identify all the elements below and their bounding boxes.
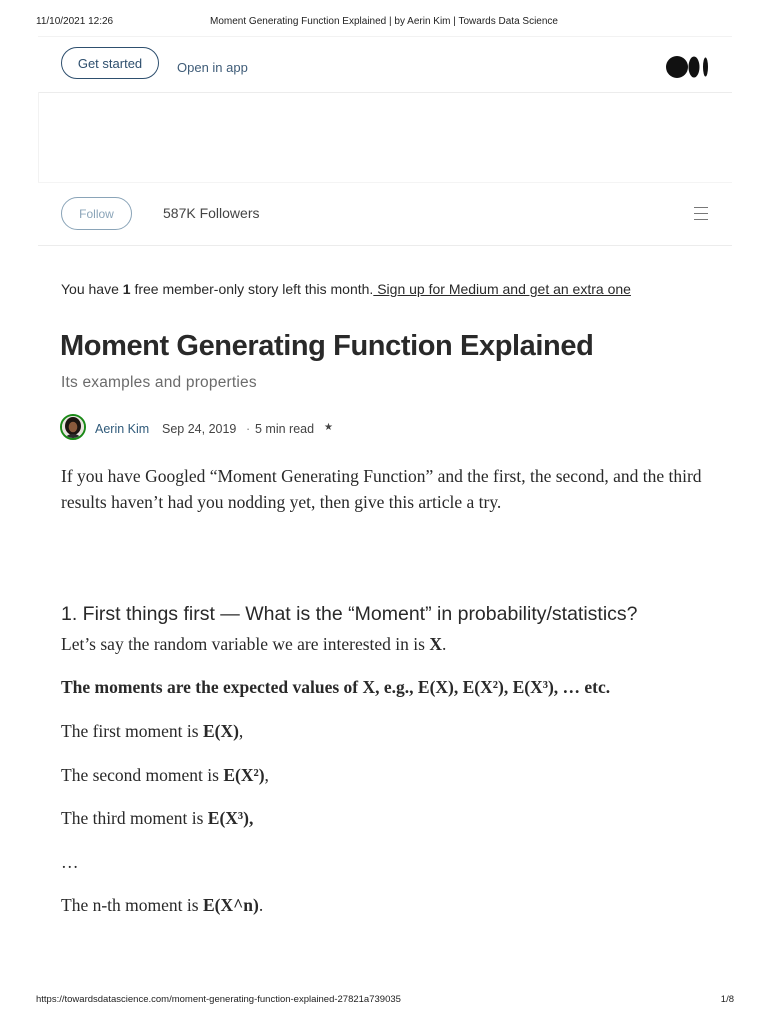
signup-link[interactable]: Sign up for Medium and get an extra one (373, 281, 631, 297)
print-footer (0, 994, 768, 1008)
author-avatar[interactable] (60, 414, 86, 440)
medium-logo-icon[interactable] (666, 55, 710, 79)
publish-date: Sep 24, 2019 (162, 422, 237, 436)
print-header (0, 16, 768, 30)
followers-count: 587K Followers (163, 205, 260, 221)
print-page-title: Moment Generating Function Explained | by Aerin Kim | Towards Data Science (210, 16, 558, 27)
paragraph-text: The n-th moment is (61, 895, 203, 915)
member-star-icon: ★ (324, 422, 333, 433)
banner-count: 1 (122, 281, 131, 297)
byline-separator: · (246, 422, 251, 436)
variable-x: X (429, 634, 442, 654)
member-story-banner (61, 281, 631, 297)
top-navbar (38, 36, 732, 93)
article-title: Moment Generating Function Explained (60, 330, 594, 362)
paragraph (61, 895, 263, 916)
nth-moment: E(X^n) (202, 895, 259, 915)
paragraph-text: The first moment is (61, 721, 203, 741)
paragraph-end: , (238, 721, 244, 741)
author-photo (62, 416, 84, 438)
print-url: https://towardsdatascience.com/moment-generating-function-explained-27821a739035 (36, 994, 401, 1005)
banner-prefix: You have (61, 281, 123, 297)
hamburger-menu-icon[interactable] (694, 207, 708, 221)
author-name-link[interactable]: Aerin Kim (95, 422, 150, 436)
moments-definition: The moments are the expected values of X, e.g., E(X), E(X²), E(X³), … etc. (61, 677, 611, 697)
publication-followbar (38, 182, 732, 246)
paragraph (61, 634, 446, 655)
read-time: 5 min read (255, 422, 315, 436)
banner-middle: free member-only story left this month. (130, 281, 374, 297)
left-border (38, 92, 39, 182)
get-started-button[interactable]: Get started (61, 47, 159, 79)
paragraph: … (61, 852, 79, 872)
paragraph-text: Let’s say the random variable we are interested in is (61, 634, 430, 654)
print-datetime: 11/10/2021 12:26 (36, 16, 114, 27)
print-page-number: 1/8 (720, 994, 734, 1005)
paragraph (61, 721, 243, 742)
follow-button[interactable]: Follow (61, 197, 132, 230)
paragraph-end: . (258, 895, 264, 915)
first-moment: E(X) (202, 721, 239, 741)
third-moment: E(X³), (207, 808, 254, 828)
paragraph (61, 765, 269, 786)
second-moment: E(X²) (223, 765, 265, 785)
open-in-app-link[interactable]: Open in app (177, 60, 248, 75)
paragraph-end: . (441, 634, 447, 654)
article-byline (60, 414, 660, 444)
article-intro: If you have Googled “Moment Generating Function” and the first, the second, and the third results haven’t had you nodding yet, then give this article a try. (61, 466, 702, 512)
paragraph-text: The third moment is (61, 808, 208, 828)
section-heading: 1. First things first — What is the “Moment” in probability/statistics? (61, 603, 638, 625)
paragraph (61, 677, 610, 698)
paragraph-text: The second moment is (61, 765, 224, 785)
article-subtitle: Its examples and properties (61, 374, 257, 391)
paragraph-end: , (264, 765, 269, 785)
paragraph (61, 808, 253, 829)
